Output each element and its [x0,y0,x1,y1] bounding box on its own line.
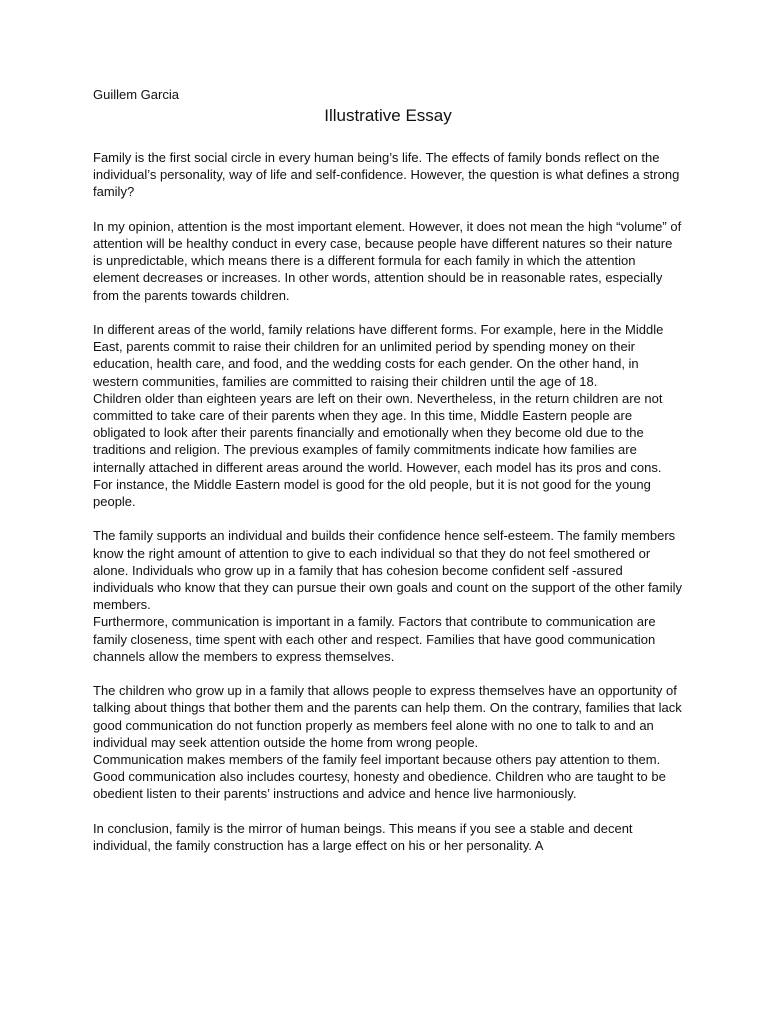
paragraph-conclusion: In conclusion, family is the mirror of human beings. This means if you see a stable and decent individual, the family construction has a large effect on his or her personality. A [93,820,633,854]
paragraph-attention: In my opinion, attention is the most important element. However, it does not mean the high “volume” of attention will be healthy conduct in every case, because people have different natures so their nature is unpredictable, which means there is a different formula for each family in which the attention element decreases or increases. In other words, attention should be in reasonable rates, especially from the parents towards children. [93,218,682,303]
paragraph-expression: The children who grow up in a family that allows people to express themselves have an opportunity of talking about things that bother them and the parents can help them. On the contrary, families that lack good communication do not function properly as members feel alone with no one to talk to and an individual may seek attention outside the home from wrong people. [93,683,682,750]
paragraph-regions: In different areas of the world, family relations have different forms. For example, here in the Middle East, parents commit to raise their children for an unlimited period by spending money on their education, health care, and food, and the wedding costs for each gender. On the other hand, in western communities, families are committed to raising their children until the age of 18. [93,322,664,389]
paragraph-intro: Family is the first social circle in every human being’s life. The effects of family bonds reflect on the individual’s personality, way of life and self-confidence. However, the question is what defines a strong family? [93,150,680,200]
author-name: Guillem Garcia [93,87,179,102]
document-body [93,86,683,871]
paragraph-importance: Communication makes members of the family feel important because others pay attention to them. Good communication also includes courtesy, honesty and obedience. Children who are taught to be obedient listen to their parents’ instructions and advice and hence live harmoniously. [93,752,666,802]
paragraph-support: The family supports an individual and builds their confidence hence self-esteem. The family members know the right amount of attention to give to each individual so that they do not feel smothered or alone. Individuals who grow up in a family that has cohesion become confident self -assured individuals who know that they can pursue their own goals and count on the support of the other family members. [93,528,682,613]
essay-title: Illustrative Essay [324,106,452,125]
paragraph-older-children: Children older than eighteen years are left on their own. Nevertheless, in the return children are not committed to take care of their parents when they age. In this time, Middle Eastern people are obligated to look after their parents financially and emotionally when they become old due to the traditions and religion. The previous examples of family commitments indicate how families are internally attached in different areas around the world. However, each model has its pros and cons. For instance, the Middle Eastern model is good for the old people, but it is not good for the young people. [93,390,663,510]
paragraph-communication: Furthermore, communication is important in a family. Factors that contribute to communication are family closeness, time spent with each other and respect. Families that have good communication channels allow the members to express themselves. [93,614,656,664]
